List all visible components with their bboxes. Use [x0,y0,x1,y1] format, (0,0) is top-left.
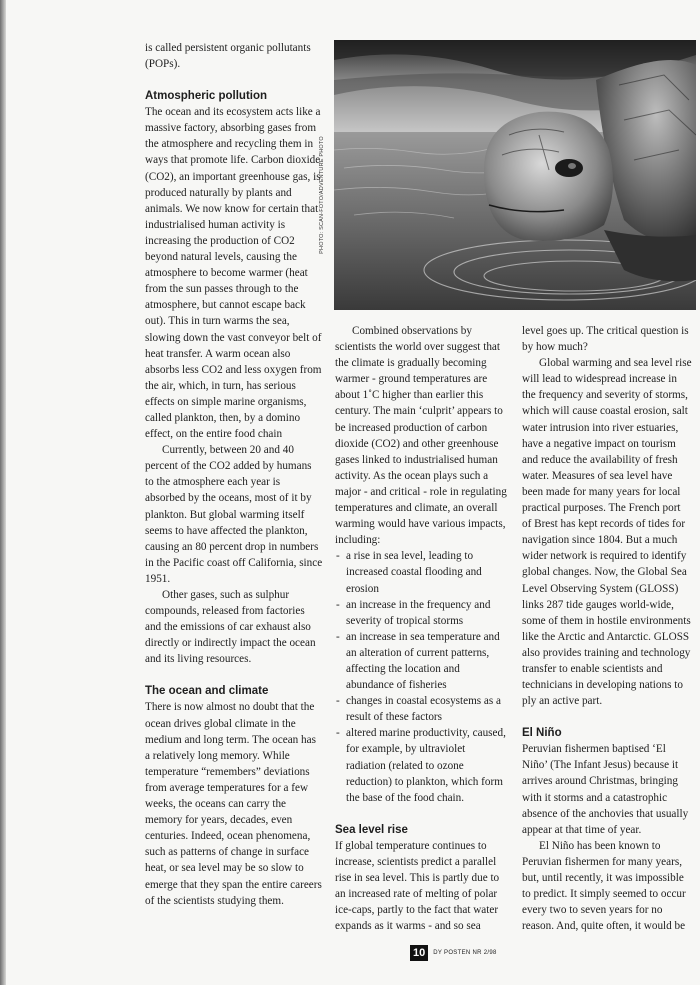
paragraph: The ocean and its ecosystem acts like a massive factory, absorbing gases from the atmosphere and recycling them in ways that promote life. Carbon dioxide (CO2), an important greenhouse gas, is produced naturally by plants and animals. We now know for certain that industrialised human activity is increasing the production of CO2 beyond natural levels, causing the atmosphere to become warmer (heat from the sun passes through to the atmosphere, but cannot escape back out). This in turn warms the sea, slowing down the vast conveyor belt of heat transfer. A warm ocean also absorbs less CO2 and less oxygen from the air, which, in turn, has serious effects on simple marine organisms, called plankton, then, by a domino effect, on the entire food chain [145,106,322,441]
sea-turtle-photo [334,40,696,310]
page-number: 10 [410,945,428,961]
photo-credit: PHOTO: SCAN-FOTO/ADVENTURE PHOTO [319,136,325,254]
list-item: - an increase in sea temperature and an alteration of current patterns, affecting the location and abundance of fisheries [335,629,507,693]
heading-sea-level-rise: Sea level rise [335,823,408,836]
paragraph: Global warming and sea level rise will lead to widespread increase in the frequency and severity of storms, which will cause coastal erosion, salt water intrusion into river estuaries, have a negative impact on tourism and reduce the availability of fresh water. Measures of sea level have been made for many years for local practical purposes. The French port of Brest has kept records of tides for navigation since 1804. But a much wider network is required to identify global changes. Now, the Global Sea Level Observing System (GLOSS) links 287 tide gauges world-wide, some of them in hostile environments like the Arctic and Antarctic. GLOSS also provides training and technology transfer to enable scientists and technicians in developing nations to ply an active part. [522,357,692,708]
page-binding-edge [0,0,6,985]
article-column-2 [335,323,507,934]
paragraph: If global temperature continues to increase, scientists predict a parallel rise in sea level. This is partly due to an increased rate of melting of polar ice-caps, partly to the fact that water expands as it warms - and so sea [335,839,500,933]
article-column-1 [145,40,323,909]
list-item: - a rise in sea level, leading to increased coastal flooding and erosion [335,548,507,596]
paragraph: There is now almost no doubt that the ocean drives global climate in the medium and long term. The ocean has a relatively long memory. While temperature “remembers” deviations from average temperatures for a few weeks, the oceans can carry the memory for years, decades, even centuries. Indeed, ocean phenomena, such as patterns of change in surface heat, or sea level may be so slow to emerge that they span the entire careers of the scientists studying them. [145,701,322,907]
paragraph: Currently, between 20 and 40 percent of the CO2 added by humans to the atmosphere each year is absorbed by the oceans, most of it by plankton. But global warming itself seems to have affected the plankton, causing an 80 percent drop in numbers in the Pacific coast off California, since 1951. [145,444,323,585]
paragraph: Combined observations by scientists the world over suggest that the climate is gradually becoming warmer - ground temperatures are about 1˚C higher than earlier this century. The main ‘culprit’ appears to be increased production of carbon dioxide (CO2) and other greenhouse gases linked to industrialised human activity. As the ocean plays such a major - and critical - role in regulating temperatures and climate, an overall warming would have various impacts, including: [335,325,507,547]
intro-text: is called persistent organic pollutants (POPs). [145,42,311,71]
page-footer [410,945,497,961]
paragraph: Peruvian fishermen baptised ‘El Niño’ (The Infant Jesus) because it arrives around Christmas, bringing with it storms and a catastrophic absence of the anchovies that usually appear at that time of year. [522,743,689,836]
list-item: - an increase in the frequency and severity of tropical storms [335,597,507,629]
publication-name: DY POSTEN NR 2/98 [433,950,497,956]
heading-atmospheric-pollution: Atmospheric pollution [145,90,268,103]
paragraph: level goes up. The critical question is by how much? [522,325,689,354]
heading-ocean-and-climate: The ocean and climate [145,685,269,698]
list-item: - altered marine productivity, caused, for example, by ultraviolet radiation (related to ozone reduction) to plankton, which form the base of the food chain. [335,725,507,805]
impacts-list [335,548,507,806]
list-item: - changes in coastal ecosystems as a result of these factors [335,693,507,725]
heading-el-nino: El Niño [522,727,562,740]
paragraph: El Niño has been known to Peruvian fishermen for many years, but, until recently, it was impossible to predict. It simply seemed to occur every two to seven years for no reason. And, quite often, it would be [522,839,686,933]
article-column-3 [522,323,692,934]
paragraph: Other gases, such as sulphur compounds, released from factories and the emissions of car exhaust also directly or indirectly impact the ocean and its living resources. [145,589,316,666]
